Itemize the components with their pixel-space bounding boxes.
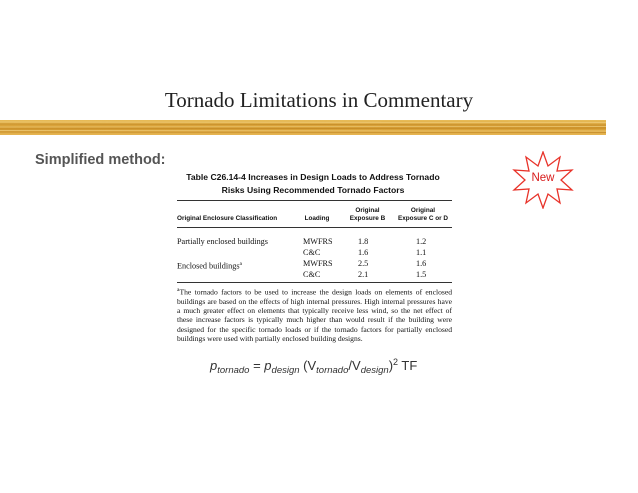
decorative-banner <box>0 120 606 135</box>
row-3-exposure-b: 2.5 <box>358 259 369 268</box>
header-exposure-b-line1: Original <box>355 207 380 214</box>
formula-p2: p <box>264 358 272 373</box>
table-title-line1: Table C26.14-4 Increases in Design Loads to Address Tornado <box>186 172 440 182</box>
row-2-loading: C&C <box>303 248 321 257</box>
section-label: Simplified method: <box>35 152 166 168</box>
row-1-exposure-cd: 1.2 <box>416 237 427 246</box>
formula-p2-sub: design <box>271 365 300 376</box>
row-3-loading: MWFRS <box>303 259 333 268</box>
tornado-pressure-formula <box>210 357 417 376</box>
row-2-exposure-cd: 1.1 <box>416 248 427 257</box>
table-header-rule <box>177 227 452 228</box>
formula-slash: /V <box>348 358 361 373</box>
new-label: New <box>531 172 555 184</box>
footnote-mark: a <box>177 287 180 293</box>
formula-close: ) <box>388 358 394 373</box>
table-top-rule <box>177 200 452 201</box>
row-1-exposure-b: 1.8 <box>358 237 369 246</box>
row-3-exposure-cd: 1.6 <box>416 259 427 268</box>
table-title <box>178 171 448 196</box>
header-enclosure: Original Enclosure Classification <box>177 215 278 222</box>
row-3-footnote-mark: a <box>239 261 242 267</box>
table-footnote <box>177 286 452 343</box>
formula-tf: TF <box>398 358 418 373</box>
header-exposure-b <box>340 207 395 223</box>
row-4-loading: C&C <box>303 270 321 279</box>
row-3-enclosure <box>177 259 242 272</box>
formula-v1-sub: tornado <box>316 365 349 376</box>
row-4-exposure-b: 2.1 <box>358 270 369 279</box>
table-bottom-rule <box>177 282 452 283</box>
header-exposure-cd-line1: Original <box>410 207 436 214</box>
slide-title: Tornado Limitations in Commentary <box>164 88 474 112</box>
formula-p-sub: tornado <box>217 365 250 376</box>
new-badge <box>512 151 574 209</box>
header-loading: Loading <box>304 215 330 222</box>
row-1-enclosure: Partially enclosed buildings <box>177 237 268 246</box>
header-exposure-cd-line2: Exposure C or D <box>397 215 449 222</box>
header-exposure-cd <box>392 207 454 223</box>
row-3-enclosure-text: Enclosed buildings <box>177 261 240 271</box>
row-4-exposure-cd: 1.5 <box>416 270 427 279</box>
formula-equals: = <box>249 358 265 373</box>
formula-v2-sub: design <box>360 365 389 376</box>
footnote-text: The tornado factors to be used to increase the design loads on elements of enclosed buildings are based on the effects of high internal pressures. High internal pressures have a much greater effect on elements that typically receive less wind, so the net effect of these increase factors is typically much higher than would result if the building were designed for the specific tornado loads or if the tornado factors for partially enclosed buildings were used with partially enclosed building designs. <box>177 287 452 344</box>
row-2-exposure-b: 1.6 <box>358 248 369 257</box>
header-exposure-b-line2: Exposure B <box>349 215 386 222</box>
formula-exponent: 2 <box>393 357 399 367</box>
formula-open: (V <box>299 358 317 373</box>
row-1-loading: MWFRS <box>303 237 333 246</box>
formula-p: p <box>210 358 218 373</box>
table-title-line2: Risks Using Recommended Tornado Factors <box>221 184 405 195</box>
